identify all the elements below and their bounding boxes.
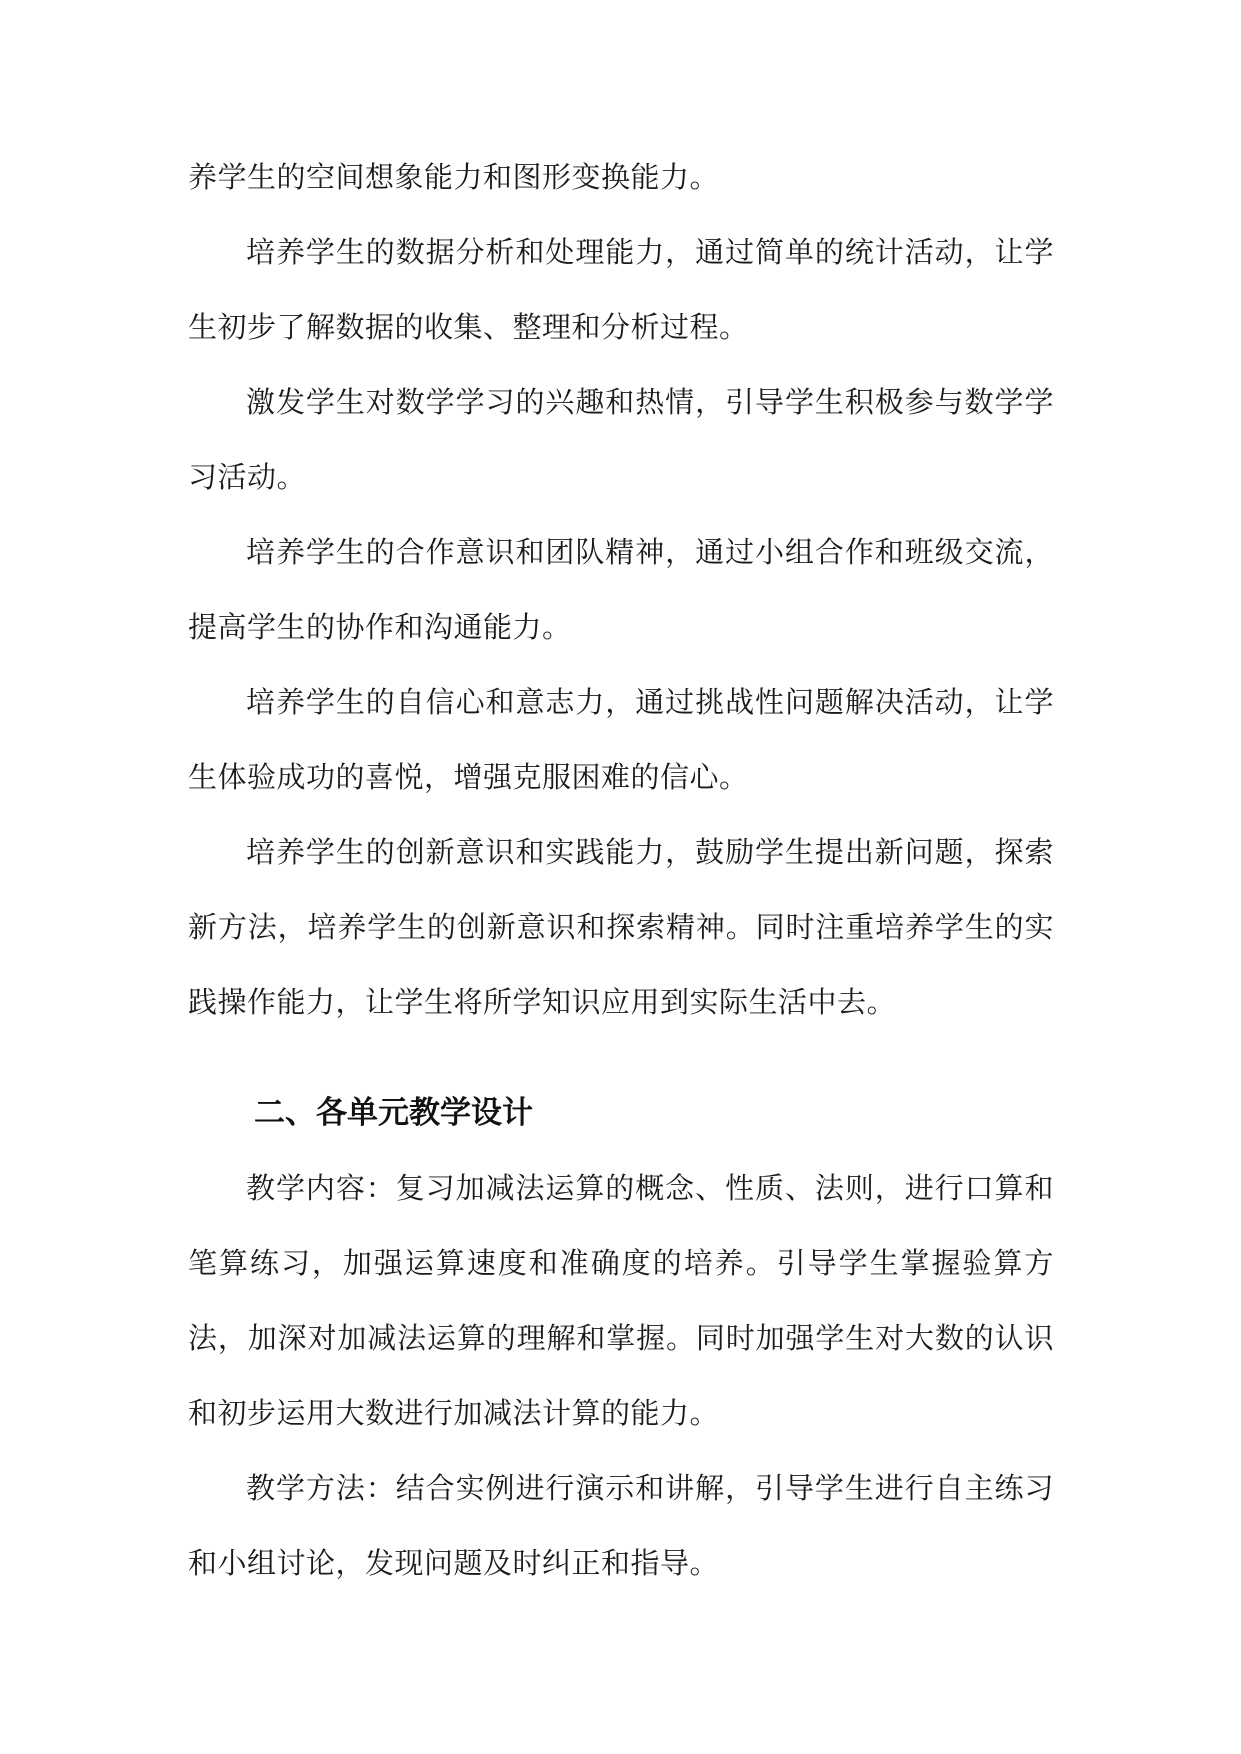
paragraph-teaching-content: 教学内容：复习加减法运算的概念、性质、法则，进行口算和笔算练习，加强运算速度和准确度的培养。引导学生掌握验算方法，加深对加减法运算的理解和掌握。同时加强学生对大数的认识和初步运用大数进行加减法计算的能力。: [188, 1171, 1054, 1430]
paragraph-data-analysis: 培养学生的数据分析和处理能力，通过简单的统计活动，让学生初步了解数据的收集、整理和分析过程。: [188, 235, 1054, 344]
paragraph-continuation: 养学生的空间想象能力和图形变换能力。: [188, 160, 720, 194]
paragraph-cooperation: 培养学生的合作意识和团队精神，通过小组合作和班级交流，提高学生的协作和沟通能力。: [188, 535, 1054, 644]
paragraph-interest: 激发学生对数学学习的兴趣和热情，引导学生积极参与数学学习活动。: [188, 385, 1054, 494]
paragraph-teaching-method: 教学方法：结合实例进行演示和讲解，引导学生进行自主练习和小组讨论，发现问题及时纠正和指导。: [188, 1471, 1054, 1580]
document-body: [188, 140, 1054, 1601]
section-heading: 二、各单元教学设计: [254, 1095, 533, 1131]
paragraph-innovation: 培养学生的创新意识和实践能力，鼓励学生提出新问题，探索新方法，培养学生的创新意识和探索精神。同时注重培养学生的实践操作能力，让学生将所学知识应用到实际生活中去。: [188, 835, 1054, 1019]
paragraph-confidence: 培养学生的自信心和意志力，通过挑战性问题解决活动，让学生体验成功的喜悦，增强克服困难的信心。: [188, 685, 1054, 794]
